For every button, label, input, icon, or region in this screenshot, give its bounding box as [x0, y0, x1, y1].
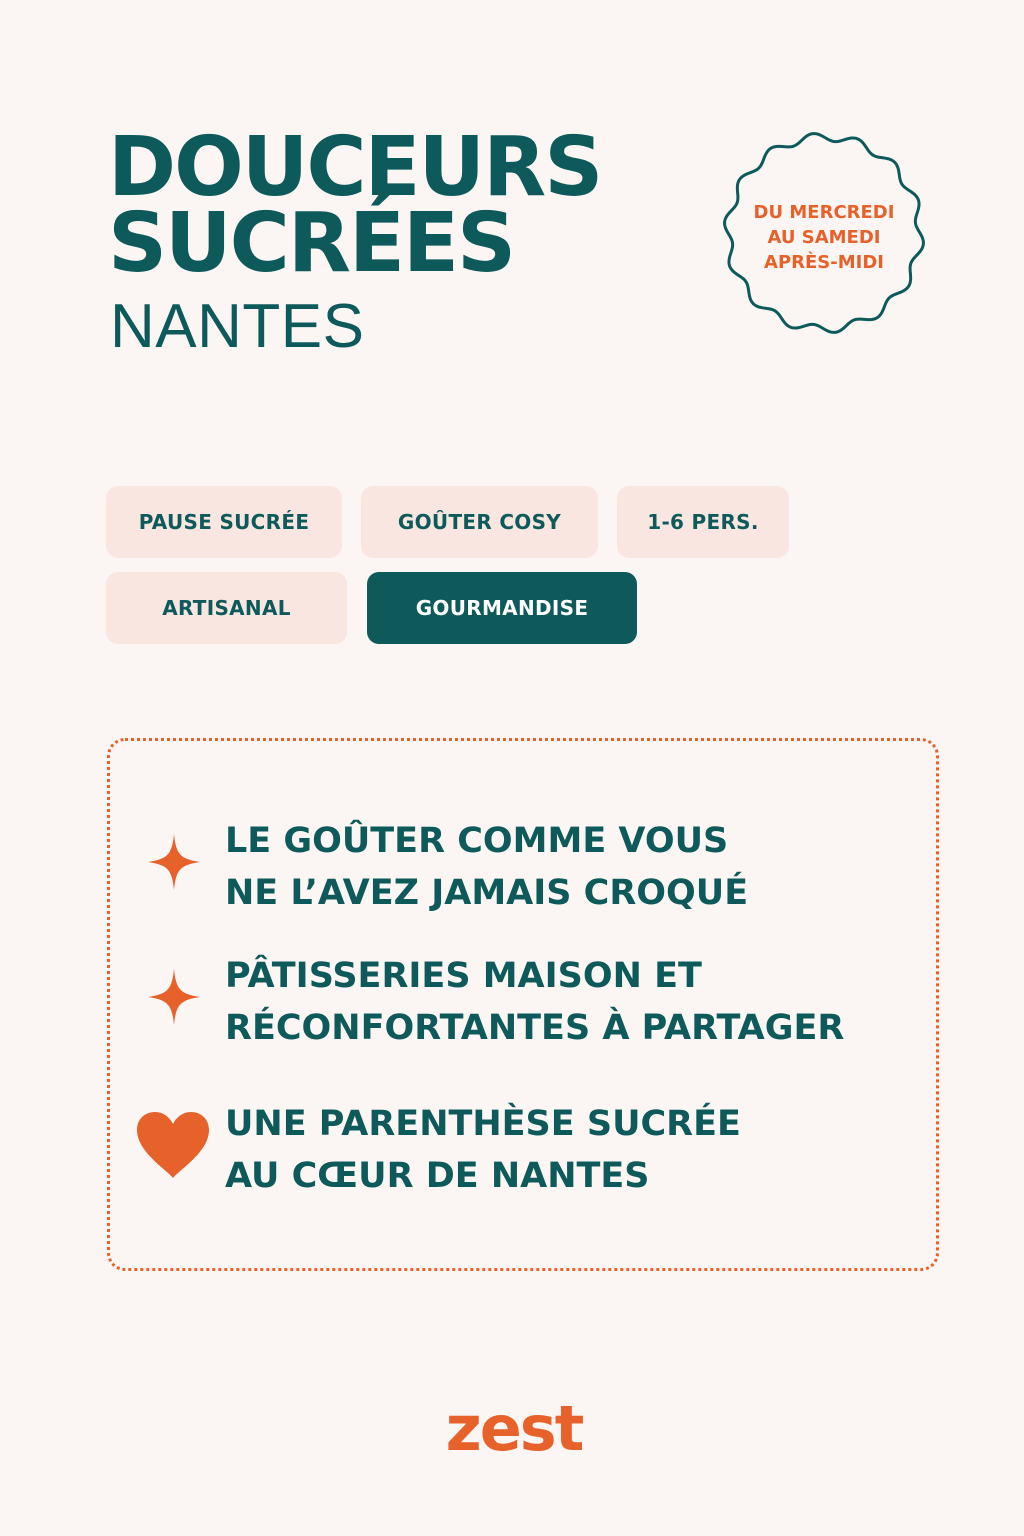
feature-item-3	[225, 1098, 741, 1202]
feature-2-line-1: PÂTISSERIES MAISON ET	[225, 956, 702, 996]
heart-icon	[137, 1112, 209, 1178]
title-line-2: SUCRÉES	[108, 196, 515, 291]
feature-3-line-2: AU CŒUR DE NANTES	[225, 1156, 650, 1196]
feature-item-1	[225, 815, 748, 919]
feature-1-line-2: NE L’AVEZ JAMAIS CROQUÉ	[225, 873, 749, 913]
sparkle-icon	[148, 834, 200, 890]
zest-logo: zest	[445, 1392, 583, 1465]
city-subtitle: NANTES	[110, 292, 365, 361]
tag-group-size[interactable]: 1-6 PERS.	[617, 486, 789, 558]
badge-line-1: DU MERCREDI	[753, 202, 895, 223]
sparkle-icon	[148, 969, 200, 1025]
badge-line-3: APRÈS-MIDI	[764, 252, 884, 273]
page-title	[108, 120, 602, 291]
feature-item-2	[225, 950, 844, 1054]
feature-2-line-2: RÉCONFORTANTES À PARTAGER	[225, 1008, 845, 1048]
tag-artisanal[interactable]: ARTISANAL	[106, 572, 347, 644]
title-line-1: DOUCEURS	[108, 120, 602, 215]
tag-gouter-cosy[interactable]: GOÛTER COSY	[361, 486, 598, 558]
tag-gourmandise[interactable]: GOURMANDISE	[367, 572, 637, 644]
feature-1-line-1: LE GOÛTER COMME VOUS	[225, 821, 729, 861]
feature-3-line-1: UNE PARENTHÈSE SUCRÉE	[225, 1104, 741, 1144]
tag-pause-sucree[interactable]: PAUSE SUCRÉE	[106, 486, 342, 558]
badge-line-2: AU SAMEDI	[767, 227, 881, 248]
schedule-badge	[717, 128, 931, 338]
